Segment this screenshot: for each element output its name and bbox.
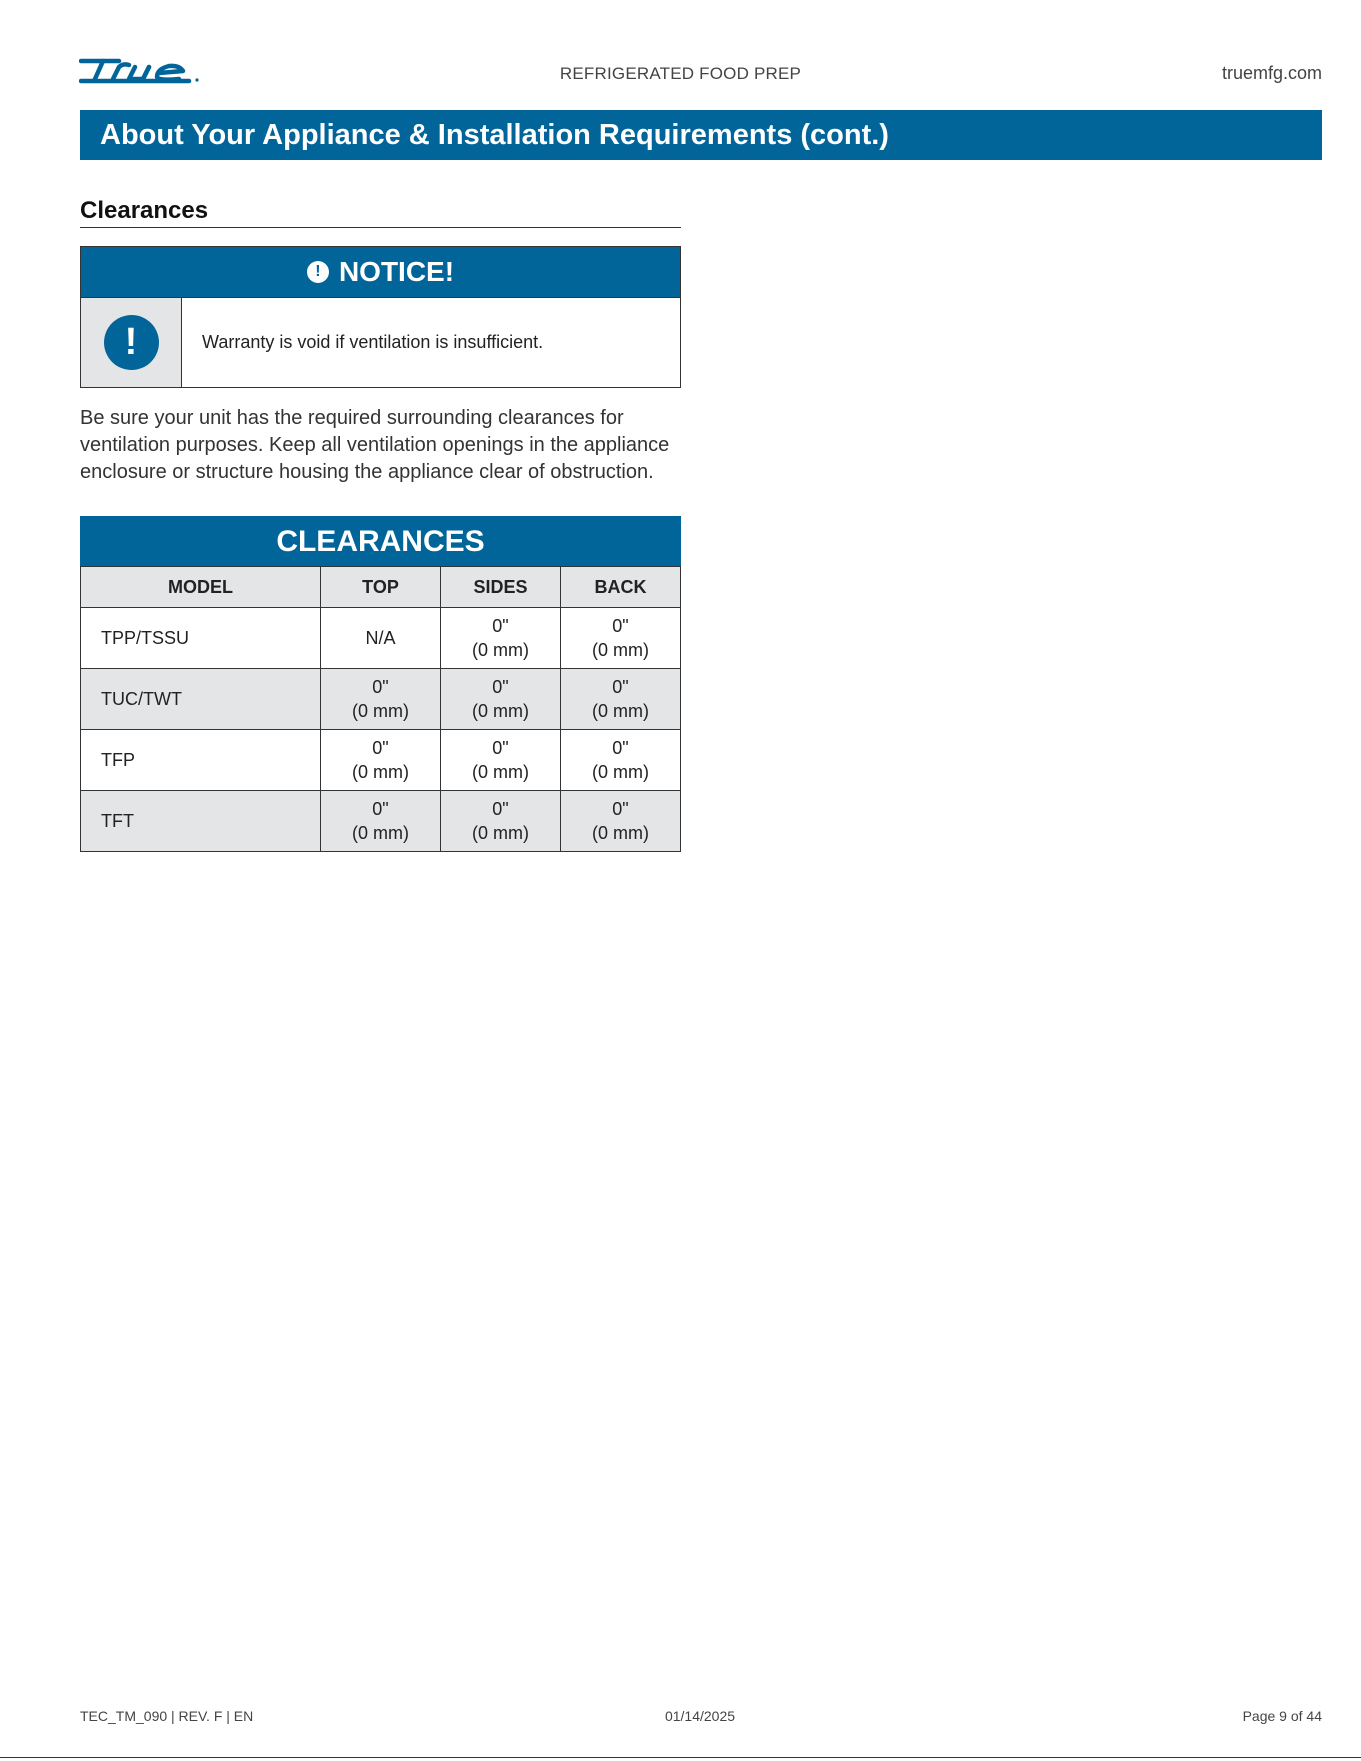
table-row xyxy=(81,730,681,791)
clearances-table xyxy=(80,516,681,852)
header-website: truemfg.com xyxy=(1221,63,1322,83)
body-paragraph: Be sure your unit has the required surrounding clearances for ventilation purposes. Keep all ventilation openings in the appliance enclosure or structure housing the appliance clear of obstruction. xyxy=(80,407,670,483)
table-row xyxy=(81,669,681,730)
top-cell: N/A xyxy=(321,608,441,669)
header-document-title: REFRIGERATED FOOD PREP xyxy=(559,64,802,83)
sides-cell: 0" (0 mm) xyxy=(441,791,561,852)
notice-header xyxy=(81,247,680,297)
column-header-back: BACK xyxy=(561,567,681,608)
model-cell: TUC/TWT xyxy=(81,669,321,730)
page-title-banner xyxy=(80,110,1322,160)
table-row xyxy=(81,608,681,669)
column-header-model: MODEL xyxy=(81,567,321,608)
notice-title: NOTICE! xyxy=(338,256,455,287)
top-cell: 0" (0 mm) xyxy=(321,730,441,791)
notice-box xyxy=(80,246,681,388)
top-cell: 0" (0 mm) xyxy=(321,669,441,730)
back-cell: 0" (0 mm) xyxy=(561,791,681,852)
section-divider xyxy=(80,227,681,228)
section-title: Clearances xyxy=(80,197,209,224)
sides-cell: 0" (0 mm) xyxy=(441,669,561,730)
exclamation-icon: ! xyxy=(104,315,159,370)
bottom-divider xyxy=(0,1757,1361,1758)
notice-body xyxy=(81,297,680,387)
back-cell: 0" (0 mm) xyxy=(561,608,681,669)
column-header-top: TOP xyxy=(321,567,441,608)
exclamation-circle-icon: ! xyxy=(307,261,329,283)
model-cell: TPP/TSSU xyxy=(81,608,321,669)
footer-doc-id: TEC_TM_090 | REV. F | EN xyxy=(80,1708,254,1724)
sides-cell: 0" (0 mm) xyxy=(441,730,561,791)
back-cell: 0" (0 mm) xyxy=(561,669,681,730)
model-cell: TFP xyxy=(81,730,321,791)
column-header-sides: SIDES xyxy=(441,567,561,608)
footer-page-number: Page 9 of 44 xyxy=(1242,1708,1322,1724)
sides-cell: 0" (0 mm) xyxy=(441,608,561,669)
table-title: CLEARANCES xyxy=(80,516,681,566)
notice-text: Warranty is void if ventilation is insufficient. xyxy=(202,332,544,352)
top-cell: 0" (0 mm) xyxy=(321,791,441,852)
table-row xyxy=(81,791,681,852)
table-header-row xyxy=(81,567,681,608)
notice-icon-cell xyxy=(81,298,182,387)
clearances-grid xyxy=(80,566,681,852)
footer-date: 01/14/2025 xyxy=(664,1708,736,1724)
model-cell: TFT xyxy=(81,791,321,852)
back-cell: 0" (0 mm) xyxy=(561,730,681,791)
page-title: About Your Appliance & Installation Requirements (cont.) xyxy=(100,119,889,151)
